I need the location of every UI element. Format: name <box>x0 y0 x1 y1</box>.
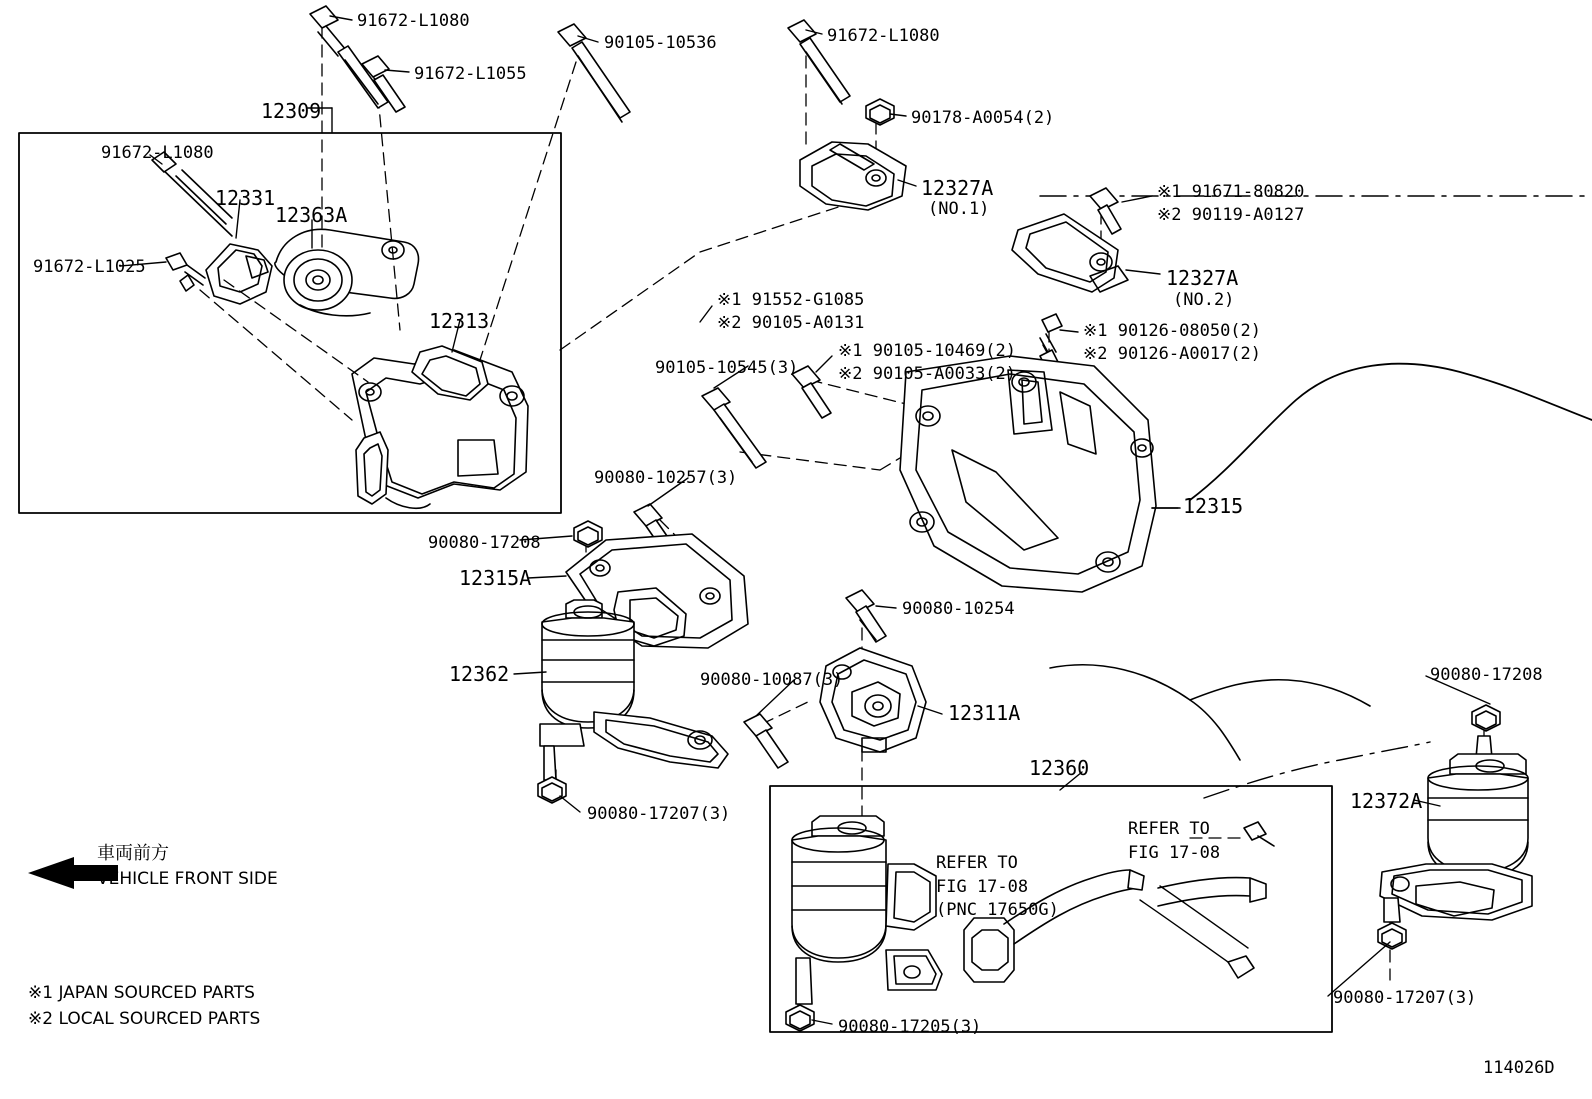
label-12360: 12360 <box>1029 756 1090 780</box>
label-12331: 12331 <box>215 186 276 210</box>
label-12311A: 12311A <box>948 701 1021 725</box>
label-90105-10545: 90105-10545(3) <box>655 358 799 378</box>
label-91672-L1025: 91672-L1025 <box>33 257 146 277</box>
label-12313: 12313 <box>429 309 490 333</box>
label-fig-17-08-1: FIG 17-08 <box>1128 843 1221 863</box>
label-90178-A0054: 90178-A0054(2) <box>911 108 1055 128</box>
label-91672-L1055: 91672-L1055 <box>414 64 527 84</box>
label-91672-L1080-top-left: 91672-L1080 <box>357 11 470 31</box>
label-refer-to-2: REFER TO <box>936 853 1018 873</box>
label-91552-G1085: ※1 91552-G1085 <box>717 290 865 310</box>
label-90080-17207-right: 90080-17207(3) <box>1333 988 1477 1008</box>
label-90105-A0033: ※2 90105-A0033(2) <box>838 364 1017 384</box>
figure-id: 114026D <box>1483 1058 1555 1078</box>
vehicle-front-english: VEHICLE FRONT SIDE <box>97 869 278 889</box>
label-12327A-no2: 12327A <box>1166 266 1239 290</box>
label-90080-10087: 90080-10087(3) <box>700 670 844 690</box>
label-12327A-no1-sub: (NO.1) <box>928 199 990 219</box>
label-90080-10254: 90080-10254 <box>902 599 1015 619</box>
label-90105-A0131: ※2 90105-A0131 <box>717 313 865 333</box>
label-12363A: 12363A <box>275 203 348 227</box>
label-90105-10536: 90105-10536 <box>604 33 717 53</box>
label-90080-17208-left: 90080-17208 <box>428 533 541 553</box>
vehicle-front-japanese: 車両前方 <box>97 843 169 864</box>
label-refer-to-1: REFER TO <box>1128 819 1210 839</box>
label-pnc-17650G: (PNC 17650G) <box>936 900 1059 920</box>
label-90080-17207-left: 90080-17207(3) <box>587 804 731 824</box>
label-12327A-no2-sub: (NO.2) <box>1173 290 1235 310</box>
label-12372A: 12372A <box>1350 789 1423 813</box>
label-91672-L1080-top-right: 91672-L1080 <box>827 26 940 46</box>
label-90080-17208-right: 90080-17208 <box>1430 665 1543 685</box>
footnote-local-sourced: ※2 LOCAL SOURCED PARTS <box>28 1009 261 1029</box>
label-90080-10257: 90080-10257(3) <box>594 468 738 488</box>
label-90119-A0127: ※2 90119-A0127 <box>1157 205 1305 225</box>
label-12362: 12362 <box>449 662 510 686</box>
label-90105-10469: ※1 90105-10469(2) <box>838 341 1017 361</box>
label-fig-17-08-2: FIG 17-08 <box>936 877 1029 897</box>
label-12315: 12315 <box>1183 494 1244 518</box>
label-90080-17205: 90080-17205(3) <box>838 1017 982 1037</box>
label-91671-80820: ※1 91671-80820 <box>1157 182 1305 202</box>
label-12315A: 12315A <box>459 566 532 590</box>
footnote-japan-sourced: ※1 JAPAN SOURCED PARTS <box>28 983 255 1003</box>
label-12309: 12309 <box>261 99 322 123</box>
label-91672-L1080-inset: 91672-L1080 <box>101 143 214 163</box>
label-90126-A0017: ※2 90126-A0017(2) <box>1083 344 1262 364</box>
label-90126-08050: ※1 90126-08050(2) <box>1083 321 1262 341</box>
label-12327A-no1: 12327A <box>921 176 994 200</box>
